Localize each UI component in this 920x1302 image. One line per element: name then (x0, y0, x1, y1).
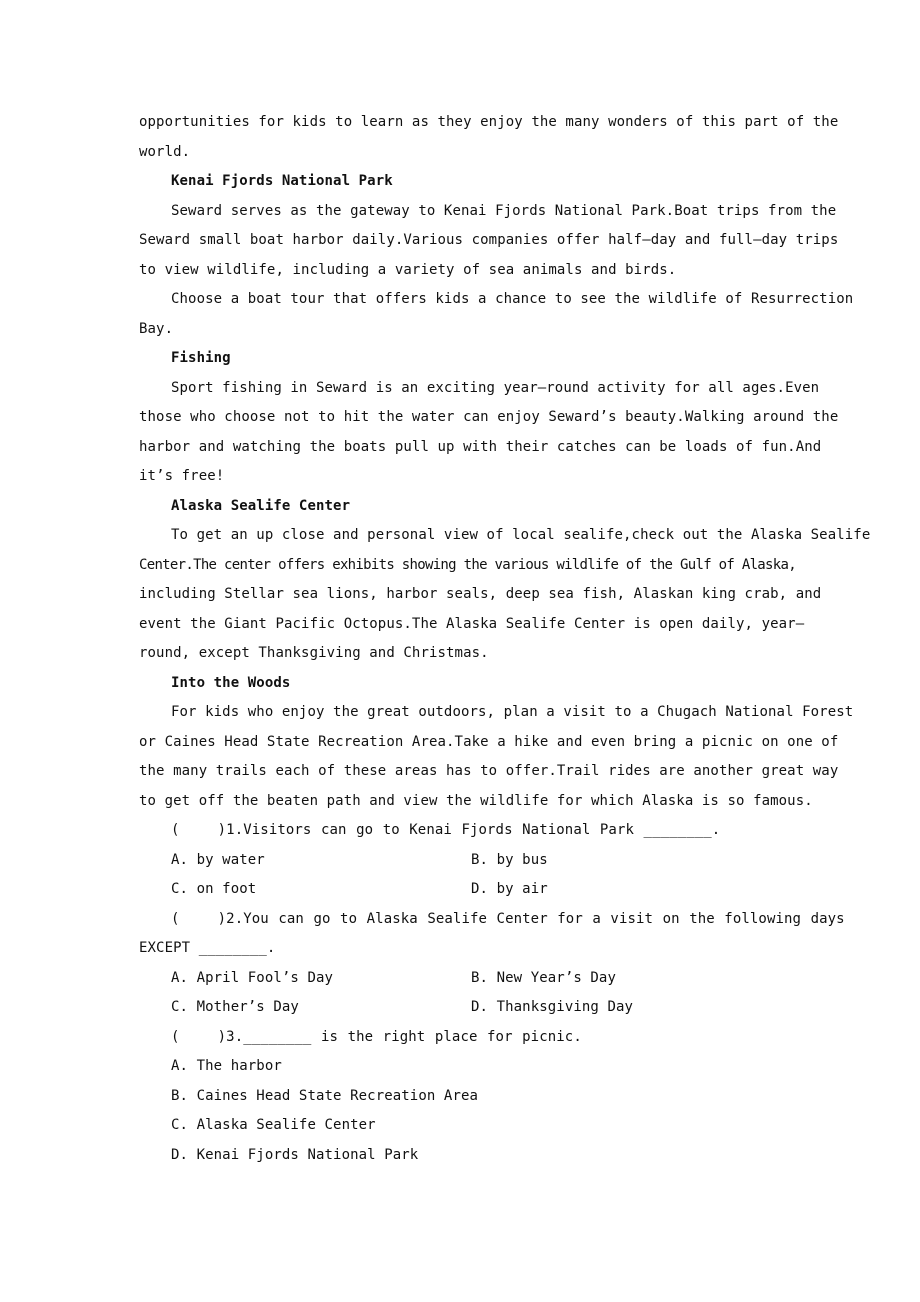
paragraph-line: the many trails each of these areas has to offer.Trail rides are another great way (139, 763, 839, 779)
option-b: B. Caines Head State Recreation Area (171, 1087, 479, 1104)
option-d: D. by air (471, 881, 548, 897)
paragraph-line: Sport fishing in Seward is an exciting year—round activity for all ages.Even (171, 379, 820, 396)
paragraph-line: Bay. (139, 320, 174, 337)
paragraph-line: harbor and watching the boats pull up with their catches can be loads of fun.And (139, 438, 822, 455)
paragraph-line: For kids who enjoy the great outdoors, plan a visit to a Chugach National Forest (171, 704, 854, 720)
paragraph-line: Seward small boat harbor daily.Various companies offer half—day and full—day trips (139, 232, 839, 248)
paragraph-line: it’s free! (139, 468, 225, 484)
option-d: D. Kenai Fjords National Park (171, 1146, 419, 1163)
paragraph-line: those who choose not to hit the water can enjoy Seward’s beauty.Walking around the (139, 409, 839, 425)
paragraph-line: or Caines Head State Recreation Area.Take a hike and even bring a picnic on one of (139, 733, 839, 750)
option-a: A. April Fool’s Day (171, 969, 334, 986)
paragraph-line: Choose a boat tour that offers kids a chance to see the wildlife of Resurrection (171, 291, 854, 307)
paragraph-line: to get off the beaten path and view the wildlife for which Alaska is so famous. (139, 792, 813, 809)
option-c: C. Mother’s Day (171, 999, 299, 1015)
paragraph-line: to view wildlife, including a variety of sea animals and birds. (139, 261, 677, 278)
paragraph-line: Center.The center offers exhibits showing the various wildlife of the Gulf of Alaska, (139, 556, 796, 573)
option-b: B. New Year’s Day (471, 969, 616, 986)
intro-line: world. (139, 143, 191, 160)
option-a: A. by water (171, 851, 265, 868)
question-1-stem: ( )1.Visitors can go to Kenai Fjords National Park ________. (171, 822, 721, 838)
section-heading-sealife: Alaska Sealife Center (171, 497, 351, 514)
section-heading-kenai: Kenai Fjords National Park (171, 173, 393, 189)
paragraph-line: round, except Thanksgiving and Christmas. (139, 645, 489, 661)
document-content (139, 108, 871, 1170)
paragraph-line: To get an up close and personal view of local sealife,check out the Alaska Sealife (171, 527, 871, 543)
intro-line: opportunities for kids to learn as they enjoy the many wonders of this part of the (139, 114, 839, 130)
section-heading-woods: Into the Woods (171, 674, 291, 691)
option-d: D. Thanksgiving Day (471, 999, 634, 1015)
question-1-options-row (139, 846, 849, 876)
paragraph-line: Seward serves as the gateway to Kenai Fjords National Park.Boat trips from the (171, 202, 837, 219)
option-c: C. on foot (171, 881, 257, 897)
question-2-options-row (139, 964, 849, 994)
option-c: C. Alaska Sealife Center (171, 1117, 376, 1133)
paragraph-line: event the Giant Pacific Octopus.The Alaska Sealife Center is open daily, year— (139, 615, 805, 632)
question-2-stem-continued: EXCEPT ________. (139, 940, 276, 956)
option-b: B. by bus (471, 851, 548, 868)
question-3-stem: ( )3.________ is the right place for picnic. (171, 1028, 582, 1045)
question-1-options-row (139, 875, 849, 905)
question-2-stem: ( )2.You can go to Alaska Sealife Center for a visit on the following days (171, 910, 845, 927)
option-a: A. The harbor (171, 1058, 282, 1074)
section-heading-fishing: Fishing (171, 350, 231, 366)
paragraph-line: including Stellar sea lions, harbor seals, deep sea fish, Alaskan king crab, and (139, 586, 822, 602)
question-2-options-row (139, 993, 849, 1023)
